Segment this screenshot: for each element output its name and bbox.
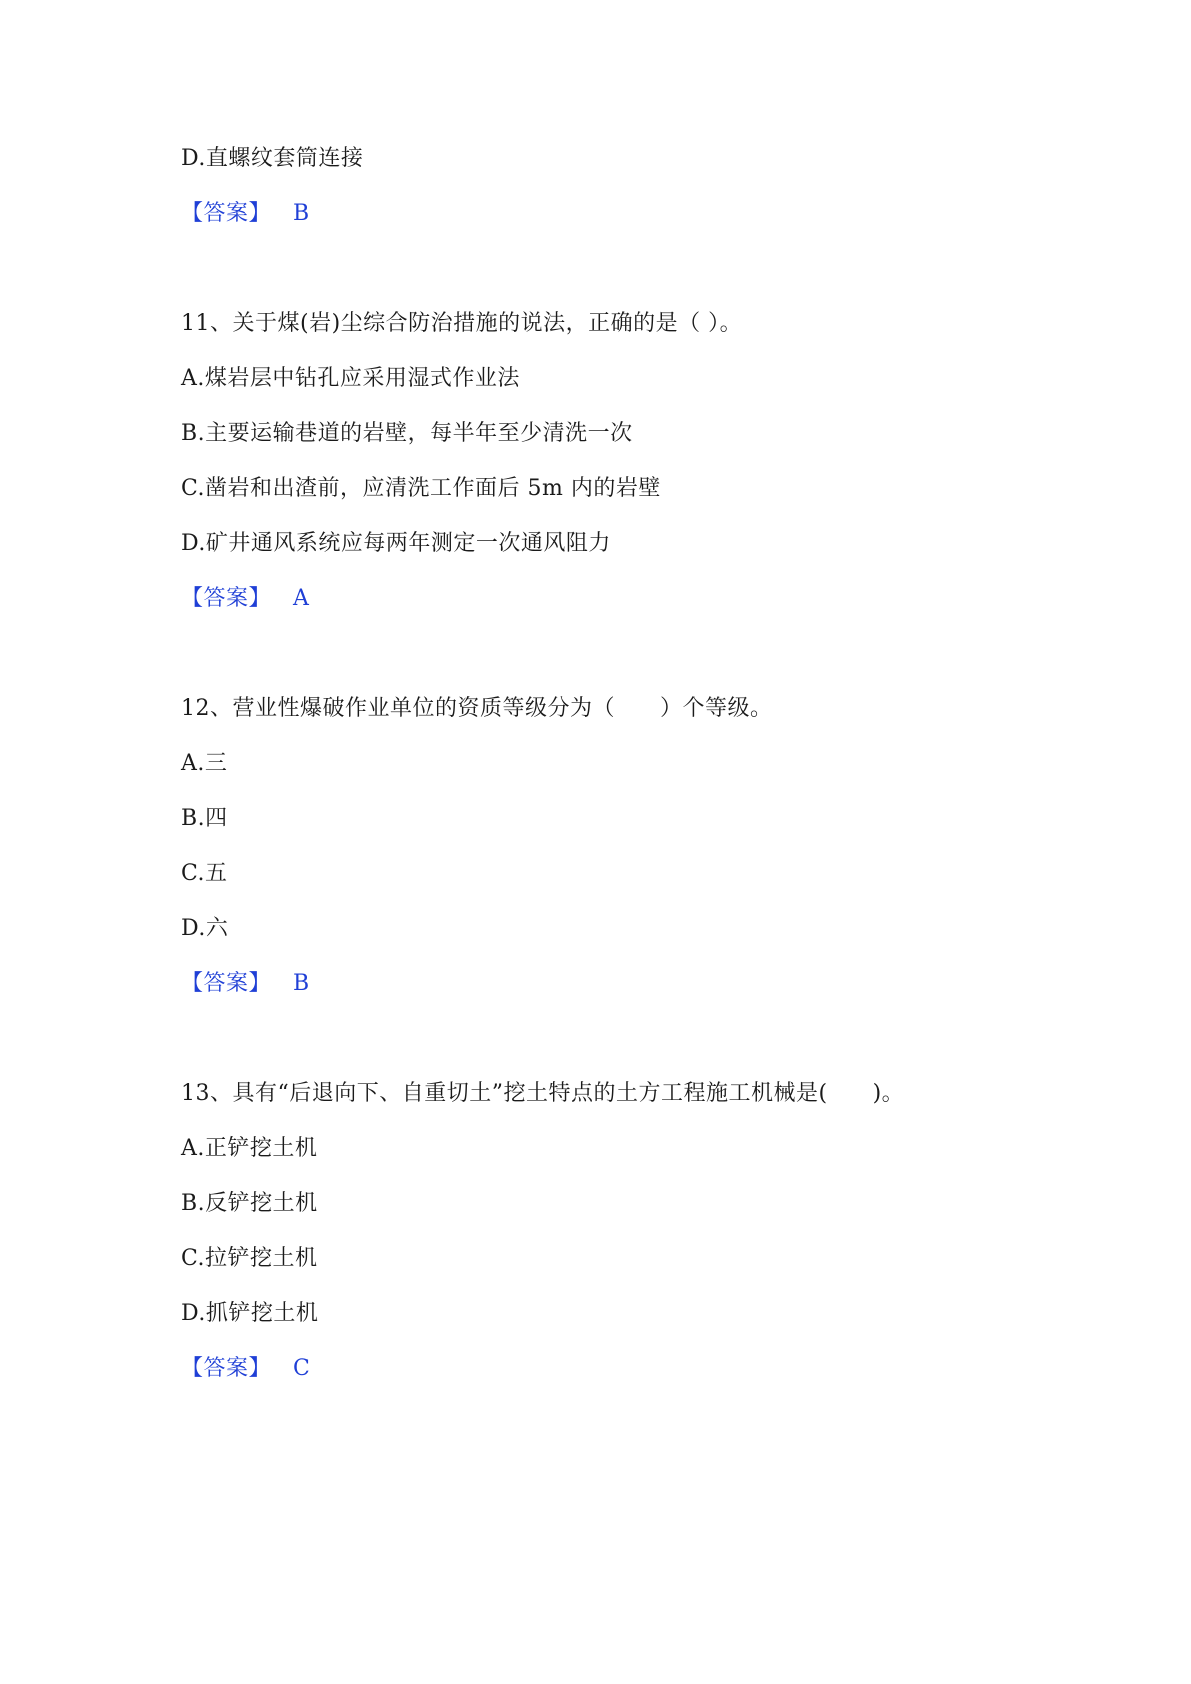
- answer-label: 【答案】: [181, 586, 272, 611]
- answer-line: [181, 1354, 310, 1384]
- option-c: C.凿岩和出渣前，应清洗工作面后 5m 内的岩壁: [181, 476, 661, 501]
- option-c: C.五: [181, 861, 228, 886]
- question-stem: 11、关于煤(岩)尘综合防治措施的说法，正确的是（ ）。: [181, 311, 743, 336]
- answer-label: 【答案】: [181, 201, 272, 226]
- answer-label: 【答案】: [181, 1356, 272, 1381]
- option-a: A.煤岩层中钻孔应采用湿式作业法: [181, 366, 520, 391]
- question-stem: 13、具有“后退向下、自重切土”挖土特点的土方工程施工机械是( )。: [181, 1081, 905, 1106]
- option-a: A.三: [181, 751, 228, 776]
- option-b: B.反铲挖土机: [181, 1191, 318, 1216]
- option-d: D.抓铲挖土机: [181, 1301, 319, 1326]
- option-d: D.矿井通风系统应每两年测定一次通风阻力: [181, 531, 611, 556]
- answer-value: B: [293, 971, 310, 996]
- option-a: A.正铲挖土机: [181, 1136, 318, 1161]
- answer-line: [181, 199, 310, 229]
- question-stem: 12、营业性爆破作业单位的资质等级分为（ ）个等级。: [181, 696, 773, 721]
- option-c: C.拉铲挖土机: [181, 1246, 318, 1271]
- answer-line: [181, 969, 310, 999]
- answer-value: B: [293, 201, 310, 226]
- option-d: D.直螺纹套筒连接: [181, 146, 364, 171]
- option-b: B.主要运输巷道的岩壁，每半年至少清洗一次: [181, 421, 633, 446]
- answer-value: A: [293, 586, 310, 611]
- option-b: B.四: [181, 806, 228, 831]
- answer-value: C: [293, 1356, 311, 1381]
- option-d: D.六: [181, 916, 229, 941]
- answer-label: 【答案】: [181, 971, 272, 996]
- answer-line: [181, 584, 309, 614]
